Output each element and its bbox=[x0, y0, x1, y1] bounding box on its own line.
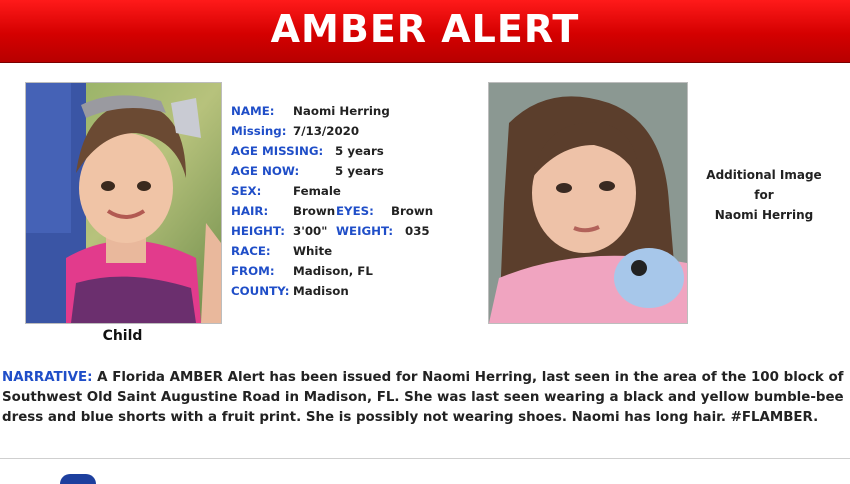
height-value: 3'00" bbox=[293, 224, 328, 238]
hair-value: Brown bbox=[293, 204, 336, 218]
county-value: Madison bbox=[293, 284, 349, 298]
name-value: Naomi Herring bbox=[293, 104, 390, 118]
weight-label: WEIGHT: bbox=[336, 224, 394, 238]
amber-alert-banner bbox=[0, 0, 850, 63]
race-label: RACE: bbox=[231, 244, 271, 258]
weight-value: 035 bbox=[405, 224, 430, 238]
sex-value: Female bbox=[293, 184, 341, 198]
additional-caption-line3: Naomi Herring bbox=[714, 208, 814, 222]
age-missing-value: 5 years bbox=[335, 144, 384, 158]
sex-label: SEX: bbox=[231, 184, 262, 198]
additional-caption-line1: Additional Image bbox=[706, 168, 822, 182]
banner-title: AMBER ALERT bbox=[270, 7, 580, 51]
eyes-value: Brown bbox=[391, 204, 434, 218]
narrative-text: A Florida AMBER Alert has been issued for Naomi Herring, last seen in the area of the 100 block of Southwest Old Saint Augustine Road in Madison, FL. She was last seen wearing a black and yellow bumble-bee dress and blue shorts with a fruit print. She is possibly not wearing shoes. Naomi has long hair. #FLAMBER. bbox=[2, 370, 844, 425]
additional-photo-illustration bbox=[489, 83, 687, 323]
race-value: White bbox=[293, 244, 333, 258]
missing-value: 7/13/2020 bbox=[293, 124, 360, 138]
missing-label: Missing: bbox=[231, 124, 287, 138]
additional-image-caption bbox=[700, 165, 828, 225]
county-label: COUNTY: bbox=[231, 284, 290, 298]
narrative-label: NARRATIVE: bbox=[2, 370, 93, 385]
additional-photo bbox=[488, 82, 688, 324]
footer-divider bbox=[0, 458, 850, 459]
height-label: HEIGHT: bbox=[231, 224, 285, 238]
seal-logo-icon bbox=[60, 474, 96, 484]
child-photo bbox=[25, 82, 222, 324]
age-now-value: 5 years bbox=[335, 164, 384, 178]
child-photo-illustration bbox=[26, 83, 221, 323]
from-value: Madison, FL bbox=[293, 264, 373, 278]
eyes-label: EYES: bbox=[336, 204, 374, 218]
name-label: NAME: bbox=[231, 104, 275, 118]
additional-caption-line2: for bbox=[754, 188, 774, 202]
hair-label: HAIR: bbox=[231, 204, 269, 218]
age-missing-label: AGE MISSING: bbox=[231, 144, 324, 158]
child-caption: Child bbox=[102, 328, 143, 344]
narrative-paragraph bbox=[2, 368, 848, 428]
age-now-label: AGE NOW: bbox=[231, 164, 300, 178]
from-label: FROM: bbox=[231, 264, 275, 278]
